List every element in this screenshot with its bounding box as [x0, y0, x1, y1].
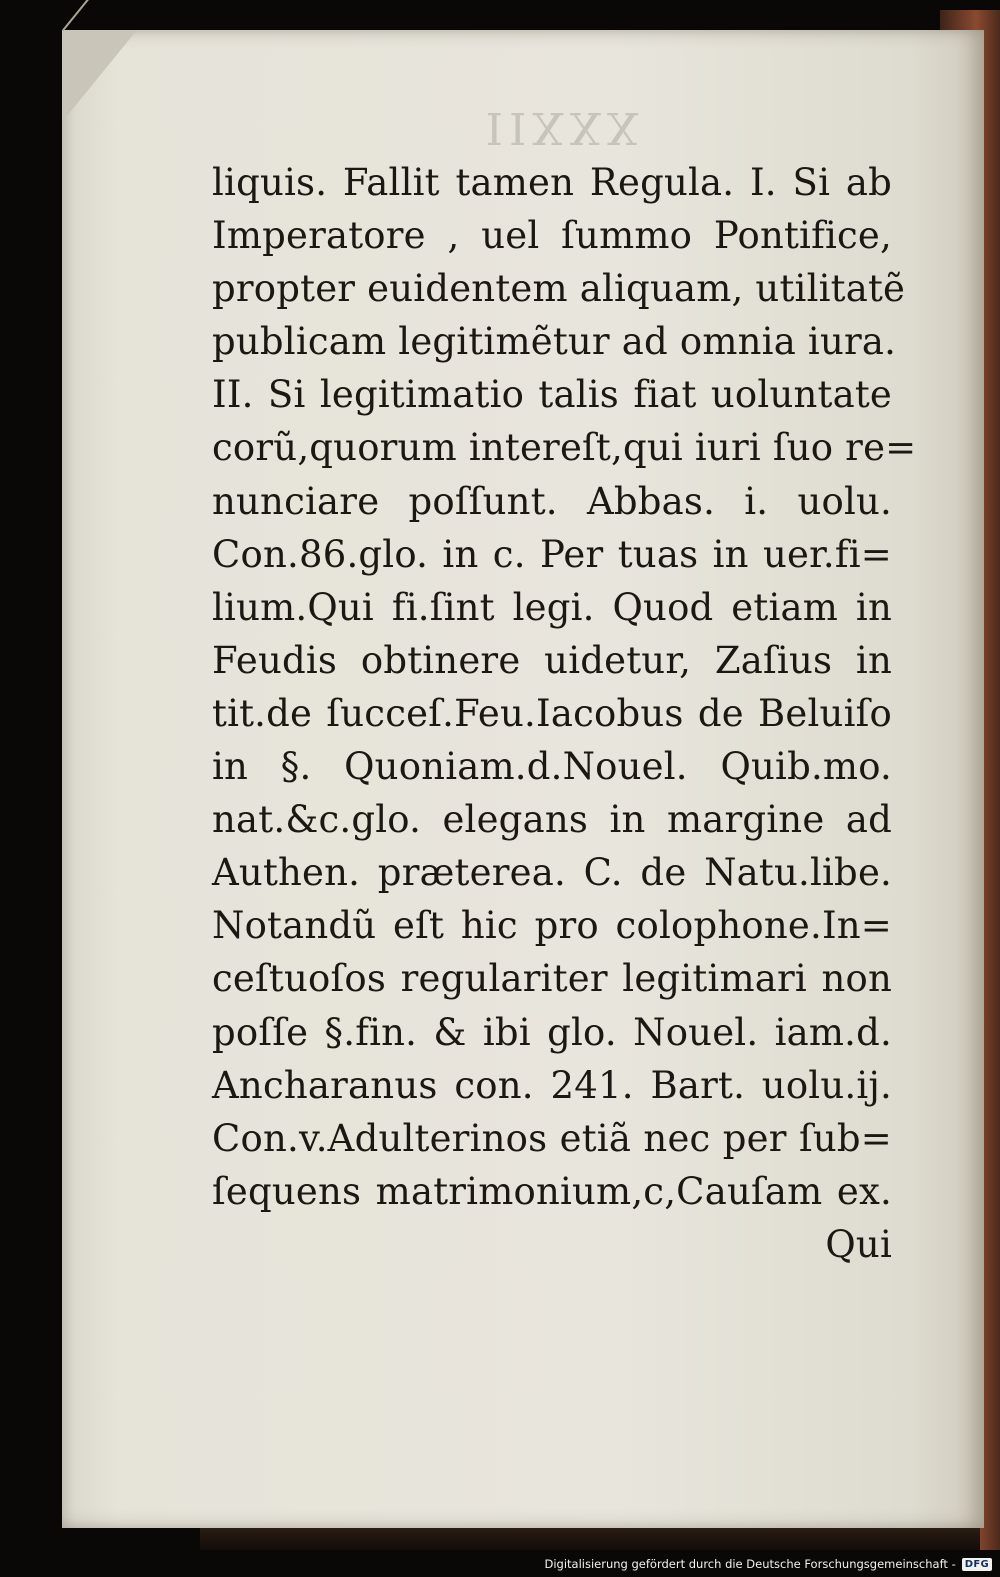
- text-line: publicam legitimẽtur ad omnia iura.: [212, 320, 897, 364]
- text-line: Con.86.glo. in c. Per tuas in uer.fi=: [212, 532, 892, 576]
- text-line: liquis. Fallit tamen Regula. I. Si ab: [212, 161, 892, 204]
- text-line: Feudis obtinere uidetur, Zaſius in: [212, 638, 892, 682]
- text-line: ſequens matrimonium,c,Cauſam ex.: [212, 1169, 892, 1213]
- text-line: tit.de ſucceſ.Feu.Iacobus de Beluiſo: [212, 691, 892, 735]
- page-bottom-edge: [200, 1528, 980, 1550]
- text-line: Con.v.Adulterinos etiã nec per ſub=: [212, 1116, 892, 1160]
- catchword: Qui: [825, 1222, 892, 1266]
- text-line: Ancharanus con. 241. Bart. uolu.ij.: [212, 1063, 892, 1107]
- text-line: Notandũ eſt hic pro colophone.In=: [212, 904, 892, 948]
- text-line: Authen. præterea. C. de Natu.libe.: [212, 851, 892, 895]
- text-line: nat.&c.glo. elegans in margine ad: [212, 798, 892, 842]
- text-line: Imperatore , uel ſummo Pontifice,: [212, 214, 892, 258]
- text-line: II. Si legitimatio talis fiat uoluntate: [212, 373, 892, 417]
- page-corner-fold: [62, 30, 137, 122]
- credit-text: Digitalisierung gefördert durch die Deutsche Forschungsgemeinschaft -: [544, 1557, 956, 1571]
- text-line: ceſtuoſos regulariter legitimari non: [212, 957, 892, 1001]
- show-through-header: IIXXX: [485, 102, 645, 153]
- text-line: lium.Qui fi.ſint legi. Quod etiam in: [212, 585, 892, 629]
- page-text: [212, 156, 917, 1271]
- text-line: corũ,quorum intereſt,qui iuri ſuo re=: [212, 426, 917, 470]
- text-line: in §. Quoniam.d.Nouel. Quib.mo.: [212, 745, 892, 789]
- text-line: propter euidentem aliquam, utilitatẽ: [212, 267, 906, 311]
- dfg-logo: DFG: [962, 1558, 992, 1571]
- digitization-credit: [544, 1554, 992, 1574]
- text-line: nunciare poſſunt. Abbas. i. uolu.: [212, 479, 892, 523]
- text-line: poſſe §.fin. & ibi glo. Nouel. iam.d.: [212, 1010, 892, 1054]
